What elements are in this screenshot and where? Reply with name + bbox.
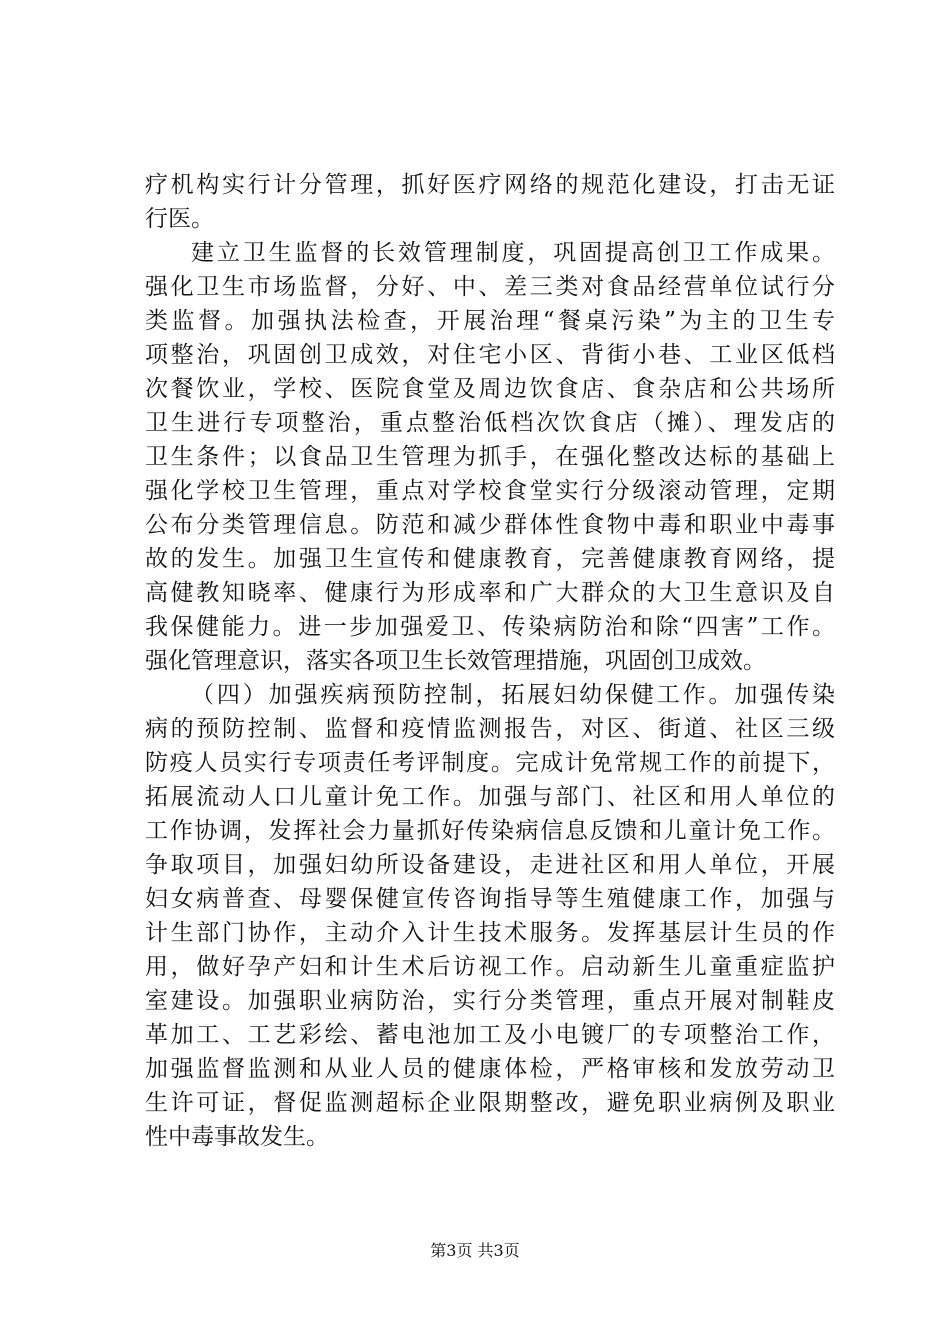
paragraph-start-line: 建立卫生监督的长效管理制度，巩固提高创卫工作成果。: [191, 240, 835, 266]
text-line: 革加工、工艺彩绘、蓄电池加工及小电镀厂的专项整治工作，: [145, 1022, 835, 1048]
text-line: 疗机构实行计分管理，抓好医疗网络的规范化建设，打击无证: [145, 172, 835, 198]
text-line: 防疫人员实行专项责任考评制度。完成计免常规工作的前提下，: [145, 750, 835, 776]
text-line: 次餐饮业，学校、医院食堂及周边饮食店、食杂店和公共场所: [145, 376, 835, 402]
text-line: 加强监督监测和从业人员的健康体检，严格审核和发放劳动卫: [145, 1056, 835, 1082]
text-line: 性中毒事故发生。: [145, 1124, 329, 1150]
text-line: 高健教知晓率、健康行为形成率和广大群众的大卫生意识及自: [145, 580, 835, 606]
text-line: 卫生条件；以食品卫生管理为抓手，在强化整改达标的基础上: [145, 444, 835, 470]
text-line: 生许可证，督促监测超标企业限期整改，避免职业病例及职业: [145, 1090, 835, 1116]
page-footer: 第3页 共3页: [430, 1241, 520, 1260]
text-line: 计生部门协作，主动介入计生技术服务。发挥基层计生员的作: [145, 920, 835, 946]
text-line: 强化卫生市场监督，分好、中、差三类对食品经营单位试行分: [145, 274, 835, 300]
text-line: 公布分类管理信息。防范和减少群体性食物中毒和职业中毒事: [145, 512, 835, 538]
document-body: [145, 168, 835, 1154]
text-line: 强化管理意识，落实各项卫生长效管理措施，巩固创卫成效。: [145, 648, 766, 674]
section-heading-line: （四）加强疾病预防控制，拓展妇幼保健工作。加强传染: [191, 682, 835, 708]
text-line: 我保健能力。进一步加强爱卫、传染病防治和除“四害”工作。: [145, 614, 835, 640]
text-line: 故的发生。加强卫生宣传和健康教育，完善健康教育网络，提: [145, 546, 835, 572]
text-line: 强化学校卫生管理，重点对学校食堂实行分级滚动管理，定期: [145, 478, 835, 504]
text-line: 卫生进行专项整治，重点整治低档次饮食店（摊）、理发店的: [145, 410, 835, 436]
text-line: 室建设。加强职业病防治，实行分类管理，重点开展对制鞋皮: [145, 988, 835, 1014]
text-line: 行医。: [145, 206, 214, 232]
text-line: 妇女病普查、母婴保健宣传咨询指导等生殖健康工作，加强与: [145, 886, 835, 912]
text-line: 用，做好孕产妇和计生术后访视工作。启动新生儿童重症监护: [145, 954, 835, 980]
text-line: 工作协调，发挥社会力量抓好传染病信息反馈和儿童计免工作。: [145, 818, 835, 844]
text-line: 病的预防控制、监督和疫情监测报告，对区、街道、社区三级: [145, 716, 835, 742]
text-line: 类监督。加强执法检查，开展治理“餐桌污染”为主的卫生专: [145, 308, 835, 334]
text-line: 拓展流动人口儿童计免工作。加强与部门、社区和用人单位的: [145, 784, 835, 810]
text-line: 项整治，巩固创卫成效，对住宅小区、背街小巷、工业区低档: [145, 342, 835, 368]
text-line: 争取项目，加强妇幼所设备建设，走进社区和用人单位，开展: [145, 852, 835, 878]
